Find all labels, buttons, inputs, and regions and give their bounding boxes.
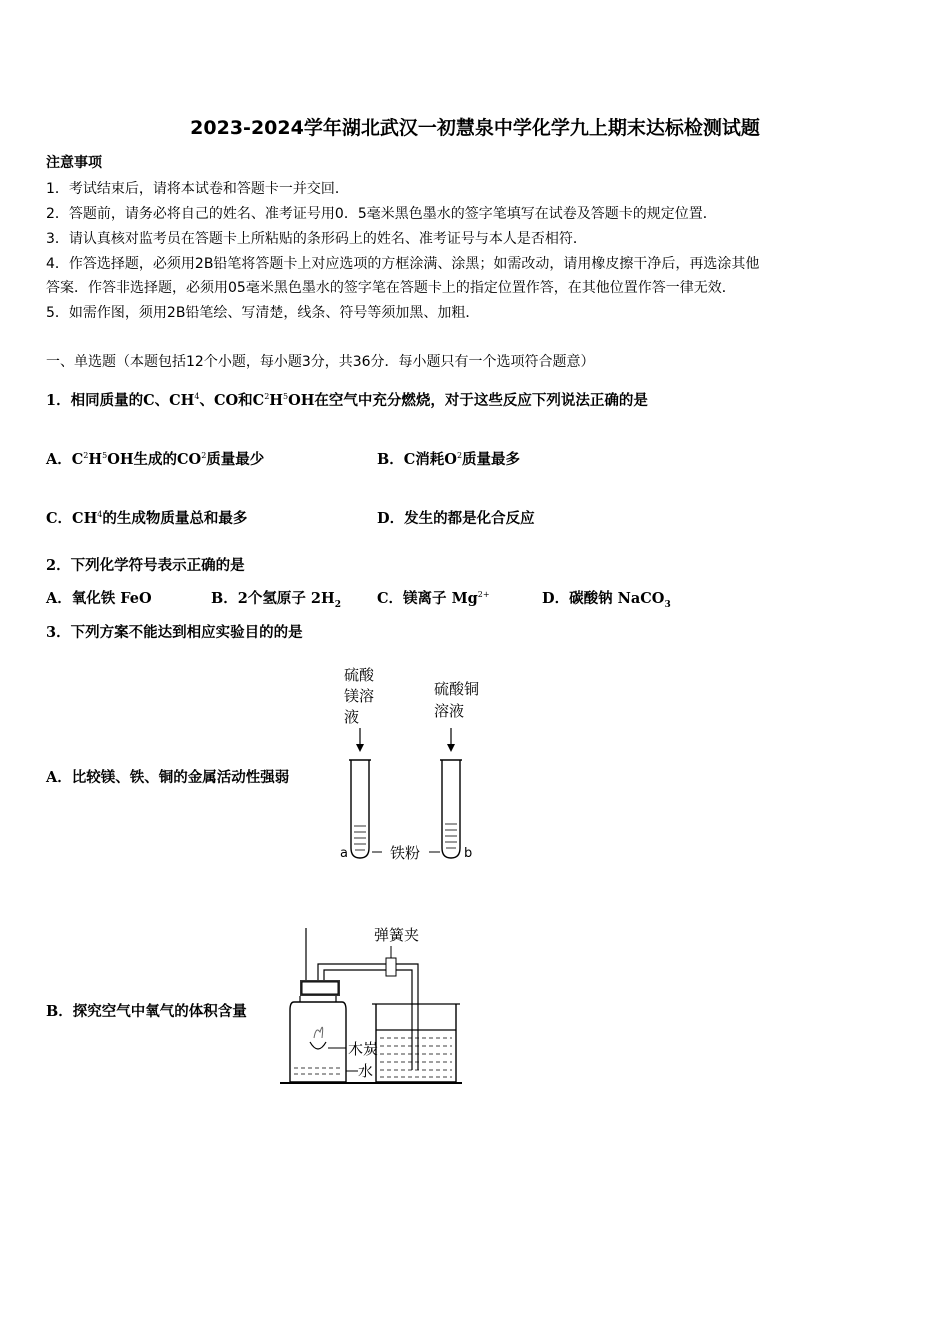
arrow-left-head-icon: [356, 744, 364, 752]
notice-item-4-cont: 答案．作答非选择题，必须用05毫米黑色墨水的签字笔在答题卡上的指定位置作答，在其他位置作答一律无效．: [46, 280, 736, 296]
notice-item-3: 3．请认真核对监考员在答题卡上所粘贴的条形码上的姓名、准考证号与本人是否相符．: [46, 231, 587, 247]
section-heading: 一、单选题（本题包括12个小题，每小题3分，共36分．每小题只有一个选项符合题意）: [46, 354, 595, 370]
question-1-option-c: C．$CH^4$的生成物质量总和最多: [46, 510, 248, 527]
test-tube-a: [351, 760, 369, 858]
label-mgso4-line3: 液: [344, 708, 360, 726]
label-b: b: [464, 846, 473, 861]
label-spring-clamp: 弹簧夹: [374, 926, 420, 944]
page-title: 2023-2024学年湖北武汉一初慧泉中学化学九上期末达标检测试题: [190, 117, 760, 139]
water-in-jar: [294, 1068, 342, 1074]
label-iron-powder: 铁粉: [390, 844, 421, 862]
notice-heading: 注意事项: [46, 155, 102, 171]
flame-icon: [314, 1027, 323, 1038]
question-3-stem: 3．下列方案不能达到相应实验目的的是: [46, 624, 303, 641]
question-2-option-c: C．镁离子 $Mg^{2+}$: [377, 590, 490, 607]
gas-jar: [290, 1002, 346, 1082]
label-a: a: [340, 846, 348, 861]
label-charcoal: 木炭: [348, 1040, 379, 1058]
arrow-right-head-icon: [447, 744, 455, 752]
figure-oxygen-volume: [280, 920, 470, 1090]
label-mgso4-line2: 镁溶: [344, 687, 375, 705]
question-2-option-b: B．2个氢原子 $2H_2$: [211, 590, 341, 610]
liquid-tube-b: [445, 824, 457, 848]
notice-item-1: 1．考试结束后，请将本试卷和答题卡一并交回．: [46, 181, 349, 197]
label-cuso4-line2: 溶液: [434, 702, 465, 720]
figure-metal-activity: [330, 660, 510, 870]
label-cuso4-line1: 硫酸铜: [434, 680, 480, 698]
question-1-stem: 1．相同质量的C、$CH^4$、CO和$C^2H^5OH$在空气中充分燃烧，对于这些反应下列说法正确的是: [46, 392, 648, 409]
spring-clamp-icon: [386, 958, 396, 976]
question-3-option-b: B．探究空气中氧气的体积含量: [46, 1003, 247, 1020]
label-water: 水: [358, 1062, 374, 1080]
question-2-option-d: D．碳酸钠 NaCO$_3$: [542, 590, 671, 610]
water-in-beaker: [380, 1038, 452, 1077]
notice-item-2: 2．答题前，请务必将自己的姓名、准考证号用0．5毫米黑色墨水的签字笔填写在试卷及答题卡的规定位置．: [46, 206, 717, 222]
question-3-option-a: A．比较镁、铁、铜的金属活动性强弱: [46, 769, 290, 786]
combustion-spoon: [310, 1042, 326, 1049]
notice-item-4: 4．作答选择题，必须用2B铅笔将答题卡上对应选项的方框涂满、涂黑；如需改动，请用橡皮擦干净后，再选涂其他: [46, 256, 760, 272]
test-tube-b: [442, 760, 460, 858]
liquid-tube-a: [354, 826, 366, 850]
question-1-option-a: A．$C^2H^5OH$生成的$CO^2$质量最少: [46, 451, 265, 468]
label-mgso4-line1: 硫酸: [344, 666, 375, 684]
question-2-stem: 2．下列化学符号表示正确的是: [46, 557, 245, 574]
notice-item-5: 5．如需作图，须用2B铅笔绘、写清楚，线条、符号等须加黑、加粗．: [46, 305, 480, 321]
question-2-option-a: A．氧化铁 FeO: [46, 590, 152, 607]
question-1-option-b: B．C消耗$O^2$质量最多: [377, 451, 521, 468]
question-1-option-d: D．发生的都是化合反应: [377, 510, 535, 527]
